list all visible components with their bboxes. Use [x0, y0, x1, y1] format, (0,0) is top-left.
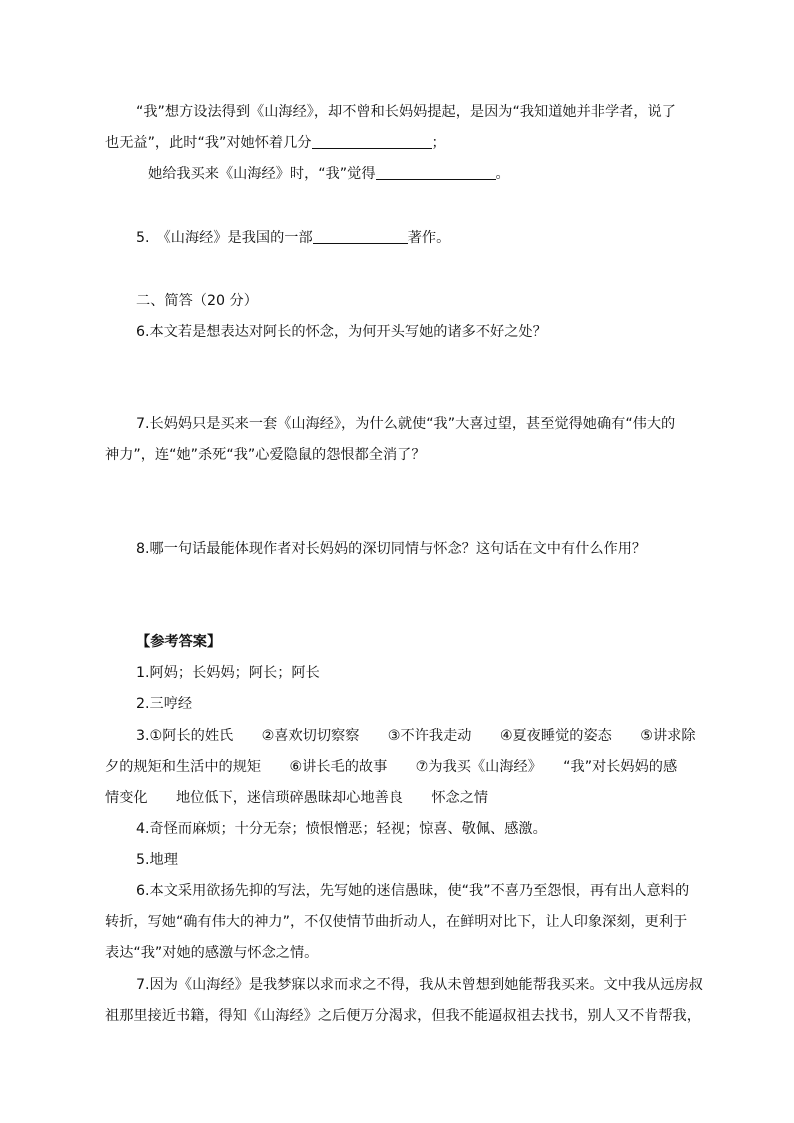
answer-6-line1: 6.本文采用欲扬先抑的写法，先写她的迷信愚昧，使“我”不喜乃至怨恨，再有出人意料的	[136, 883, 690, 899]
answer-3-line3: 情变化 地位低下，迷信琐碎愚昧却心地善良 怀念之情	[105, 790, 489, 806]
q4-line2-text: 也无益”，此时“我”对她怀着几分	[105, 135, 312, 151]
q5-line	[136, 228, 450, 248]
answers-heading: 【参考答案】	[136, 634, 222, 650]
answer-4: 4.奇怪而麻烦；十分无奈；愤恨憎恶；轻视；惊喜、敬佩、感激。	[136, 821, 547, 837]
q4-line1-text: “我”想方设法得到《山海经》，却不曾和长妈妈提起，是因为“我知道她并非学者，说了	[136, 104, 676, 120]
q7-line1: 7.长妈妈只是买来一套《山海经》，为什么就使“我”大喜过望，甚至觉得她确有“伟大的	[136, 416, 676, 432]
q4-line2	[105, 133, 446, 153]
q4-line3	[148, 164, 510, 184]
answer-5: 5.地理	[136, 852, 178, 868]
answer-3-line2: 夕的规矩和生活中的规矩 ⑥讲长毛的故事 ⑦为我买《山海经》 “我”对长妈妈的感	[105, 759, 678, 775]
answer-7-line1: 7.因为《山海经》是我梦寐以求而求之不得，我从未曾想到她能帮我买来。文中我从远房叔	[136, 977, 703, 993]
q5-tail: 著作。	[407, 230, 451, 246]
q6-text: 6.本文若是想表达对阿长的怀念，为何开头写她的诸多不好之处？	[136, 324, 547, 340]
answer-1: 1.阿妈；长妈妈；阿长；阿长	[136, 665, 320, 681]
q4-line3-text: 她给我买来《山海经》时，“我”觉得	[148, 166, 376, 182]
answer-6-line2: 转折，写她“确有伟大的神力”，不仅使情节曲折动人，在鲜明对比下，让人印象深刻，更利于	[105, 914, 688, 930]
q5-text: 5. 《山海经》是我国的一部	[136, 230, 313, 246]
q4-blank-1[interactable]	[312, 134, 432, 149]
answer-3-line1: 3.①阿长的姓氏 ②喜欢切切察察 ③不许我走动 ④夏夜睡觉的姿态 ⑤讲求除	[136, 728, 696, 744]
q7-line2: 神力”，连“她”杀死“我”心爱隐鼠的怨恨都全消了？	[105, 447, 426, 463]
answer-6-line3: 表达“我”对她的感激与怀念之情。	[105, 945, 319, 961]
q4-blank-2[interactable]	[376, 165, 496, 180]
q4-line2-tail: ；	[431, 135, 446, 151]
q8-text: 8.哪一句话最能体现作者对长妈妈的深切同情与怀念？这句话在文中有什么作用？	[136, 541, 647, 557]
q4-line1	[136, 102, 676, 122]
short-answer-heading: 二、简答（20 分）	[136, 293, 258, 309]
answer-7-line2: 祖那里接近书籍，得知《山海经》之后便万分渴求，但我不能逼叔祖去找书，别人又不肯帮我，	[105, 1008, 701, 1024]
q4-line3-tail: 。	[495, 166, 510, 182]
q5-blank[interactable]	[313, 229, 408, 244]
answer-2: 2.三哼经	[136, 696, 193, 712]
